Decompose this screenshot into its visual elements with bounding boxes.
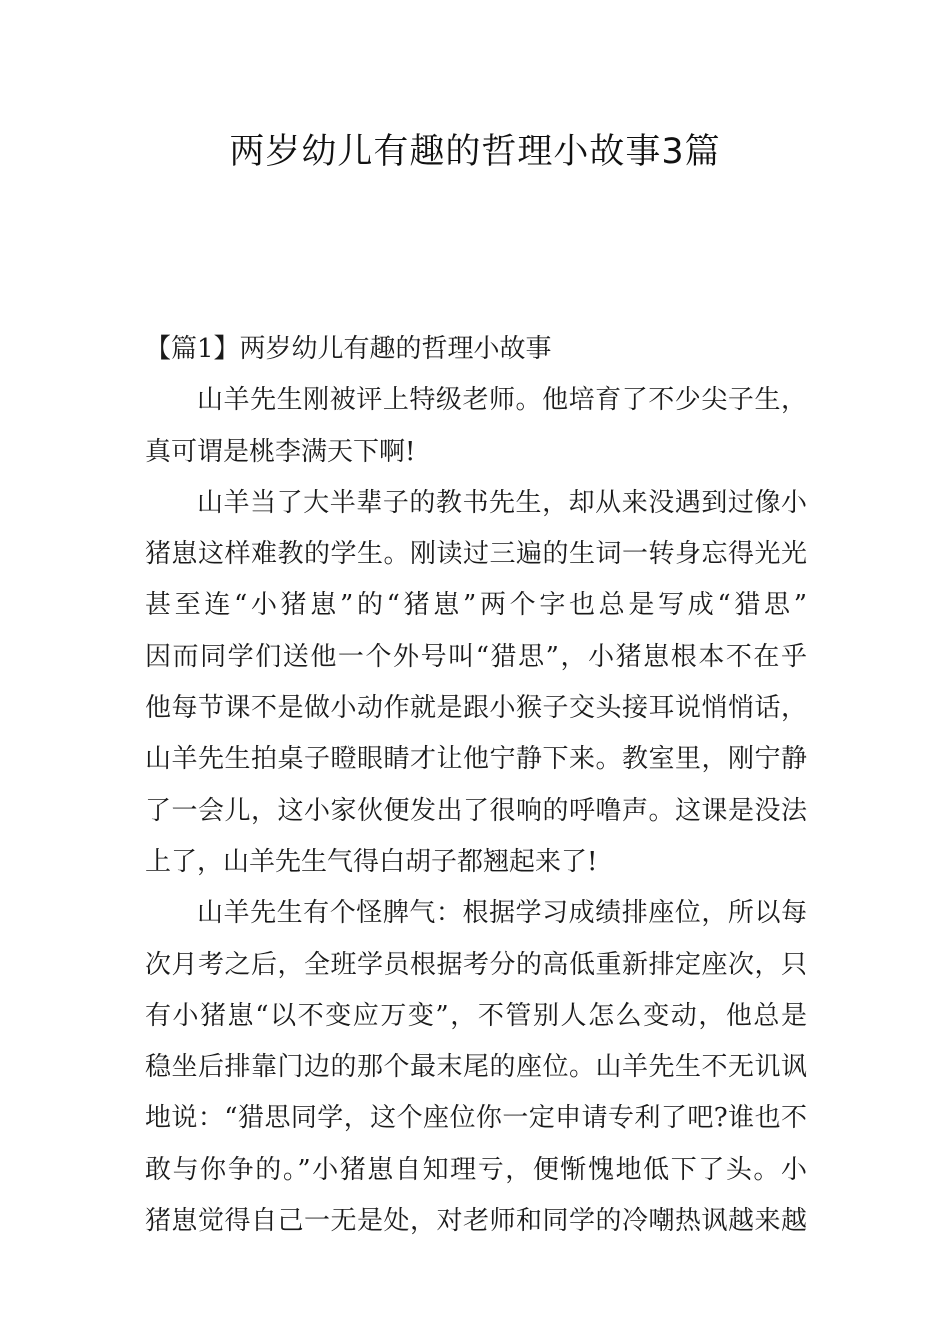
paragraph-1	[145, 375, 807, 478]
paragraph-line: 猪崽这样难教的学生。刚读过三遍的生词一转身忘得光光	[145, 539, 807, 570]
paragraph-3	[145, 888, 807, 1247]
document-title: 两岁幼儿有趣的哲理小故事3篇	[229, 132, 721, 172]
paragraph-line: 真可谓是桃李满天下啊!	[145, 436, 416, 467]
section-heading: 【篇1】两岁幼儿有趣的哲理小故事	[145, 334, 552, 364]
paragraph-line: 甚至连“小猪崽”的“猪崽”两个字也总是写成“猎思”	[145, 590, 807, 621]
paragraph-line: 了一会儿，这小家伙便发出了很响的呼噜声。这课是没法	[145, 795, 807, 826]
paragraph-2	[145, 478, 807, 888]
paragraph-line: 地说：“猎思同学，这个座位你一定申请专利了吧?谁也不	[145, 1103, 807, 1134]
paragraph-line: 上了，山羊先生气得白胡子都翘起来了!	[145, 846, 598, 877]
document-body	[145, 324, 807, 1247]
paragraph-line: 因而同学们送他一个外号叫“猎思”，小猪崽根本不在乎	[145, 641, 807, 672]
paragraph-line: 他每节课不是做小动作就是跟小猴子交头接耳说悄悄话，	[145, 693, 807, 724]
paragraph-line: 有小猪崽“以不变应万变”，不管别人怎么变动，他总是	[145, 1000, 807, 1031]
paragraph-line: 山羊先生拍桌子瞪眼睛才让他宁静下来。教室里，刚宁静	[145, 744, 807, 775]
paragraph-line: 猪崽觉得自己一无是处，对老师和同学的冷嘲热讽越来越	[145, 1206, 807, 1237]
paragraph-line: 山羊当了大半辈子的教书先生，却从来没遇到过像小	[197, 487, 807, 518]
paragraph-line: 敢与你争的。”小猪崽自知理亏，便惭愧地低下了头。小	[145, 1154, 807, 1185]
paragraph-line: 山羊先生有个怪脾气：根据学习成绩排座位，所以每	[197, 898, 807, 929]
paragraph-line: 山羊先生刚被评上特级老师。他培育了不少尖子生，	[197, 385, 807, 416]
paragraph-line: 次月考之后，全班学员根据考分的高低重新排定座次，只	[145, 949, 807, 980]
paragraph-line: 稳坐后排靠门边的那个最末尾的座位。山羊先生不无讥讽	[145, 1052, 807, 1083]
